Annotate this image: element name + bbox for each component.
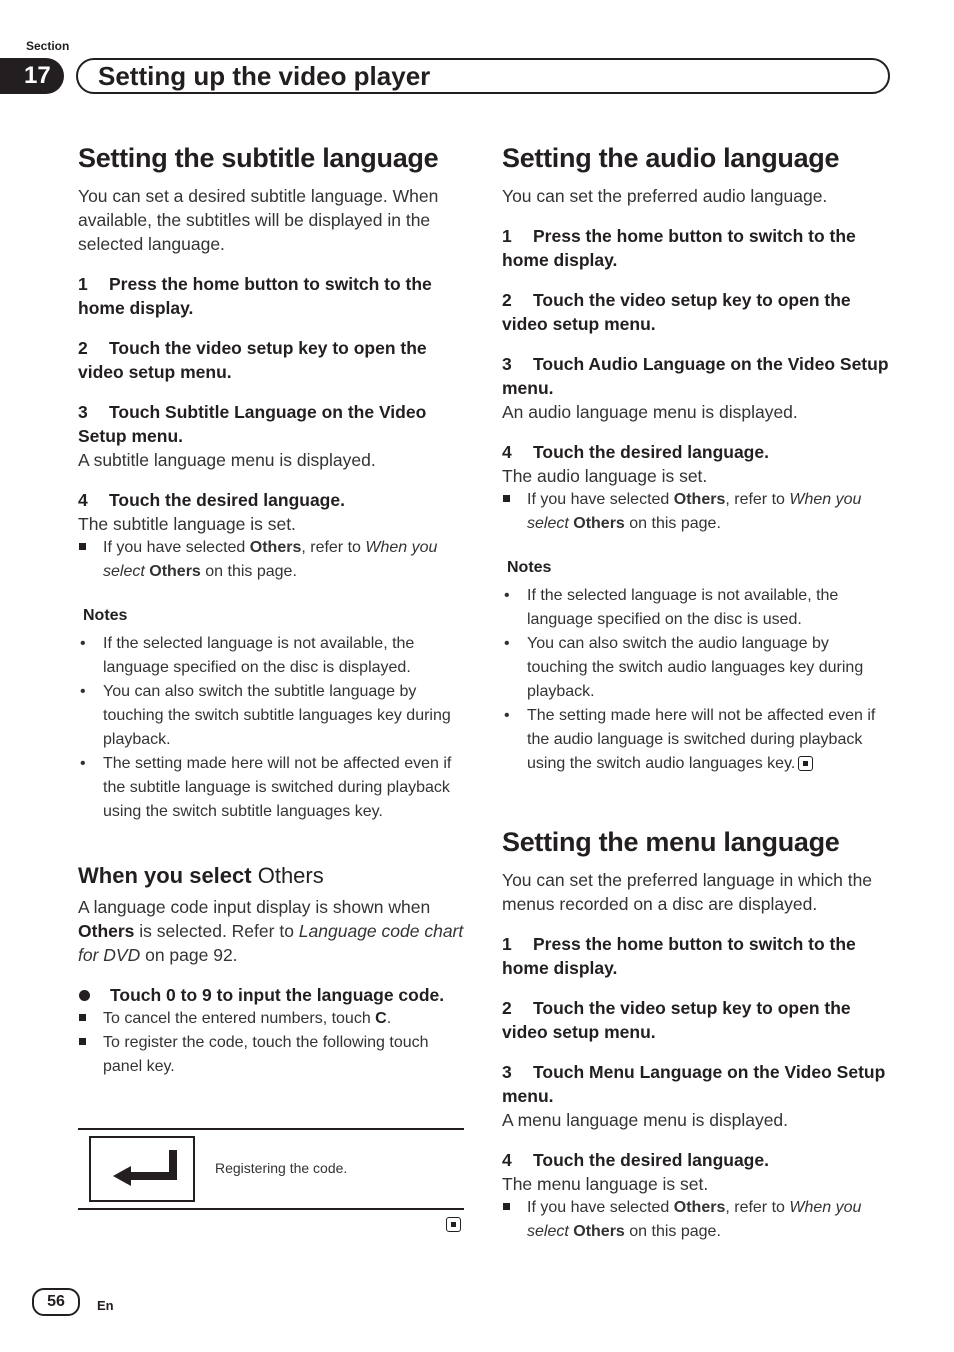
others-bullet-cancel [78, 1007, 466, 1031]
intro-text: is selected. Refer to [134, 921, 299, 941]
ref-bold: Others [573, 1223, 625, 1240]
ref-text: on this page. [200, 563, 297, 580]
ref-text: If you have selected [103, 539, 250, 556]
ref-italic: When you select [527, 491, 862, 532]
subtitle-step-4-result: The subtitle language is set. [78, 514, 296, 534]
audio-step-4 [502, 440, 890, 464]
step-text: Touch the desired language. [533, 1150, 769, 1170]
key-description: Registering the code. [215, 1160, 348, 1176]
square-bullet-icon [79, 1014, 86, 1021]
step-number: 4 [502, 1150, 512, 1170]
note-text: The setting made here will not be affected even if the audio language is switched during playback using the switch audio languages key. [527, 707, 876, 772]
others-step [78, 983, 466, 1007]
audio-step-3-result: An audio language menu is displayed. [502, 402, 798, 422]
enter-key-icon [91, 1138, 193, 1200]
note-item: • The setting made here will not be affected even if the subtitle language is switched during playback using the switch subtitle languages key. [78, 752, 466, 824]
ref-text: on this page. [624, 515, 721, 532]
note-item: • You can also switch the subtitle language by touching the switch subtitle languages key during playback. [78, 680, 466, 752]
step-text: Touch Subtitle Language on the Video Setup menu. [78, 402, 427, 446]
ref-italic: When you select [527, 1199, 862, 1240]
note-item: • If the selected language is not available, the language specified on the disc is displayed. [78, 632, 466, 680]
ref-text: If you have selected [527, 491, 674, 508]
note-item: • If the selected language is not available, the language specified on the disc is used. [502, 584, 890, 632]
menu-others-reference [502, 1196, 890, 1244]
bullet-text: To cancel the entered numbers, touch [103, 1010, 376, 1027]
audio-intro: You can set the preferred audio language. [502, 186, 828, 206]
subtitle-others-reference [78, 536, 466, 584]
intro-bold: Others [78, 921, 135, 941]
step-number: 2 [502, 290, 512, 310]
subtitle-intro: You can set a desired subtitle language. When available, the subtitles will be displayed in the selected language. [78, 186, 439, 254]
menu-intro: You can set the preferred language in which the menus recorded on a disc are displayed. [502, 870, 873, 914]
others-heading [78, 861, 466, 891]
audio-step-1 [502, 224, 890, 272]
step-text: Press the home button to switch to the home display. [502, 226, 856, 270]
menu-heading: Setting the menu language [502, 827, 840, 857]
ref-bold: Others [149, 563, 201, 580]
step-number: 2 [502, 998, 512, 1018]
step-text: Press the home button to switch to the home display. [78, 274, 432, 318]
intro-italic: Language code chart for DVD [78, 921, 464, 965]
subtitle-step-4 [78, 488, 466, 512]
step-number: 3 [78, 402, 88, 422]
subtitle-step-1 [78, 272, 466, 320]
menu-step-1 [502, 932, 890, 980]
audio-notes-title: Notes [507, 559, 552, 576]
subtitle-notes-list [78, 632, 466, 824]
step-text: Touch 0 to 9 to input the language code. [110, 985, 445, 1005]
menu-step-3 [502, 1060, 890, 1108]
step-number: 1 [502, 934, 512, 954]
square-bullet-icon [79, 1038, 86, 1045]
round-bullet-icon [79, 990, 90, 1001]
audio-notes-list [502, 584, 890, 776]
step-text: Touch Audio Language on the Video Setup menu. [502, 354, 889, 398]
section-title: Setting up the video player [98, 61, 431, 91]
step-text: Touch the video setup key to open the video setup menu. [78, 338, 427, 382]
audio-others-reference [502, 488, 890, 536]
step-text: Touch the desired language. [533, 442, 769, 462]
others-heading-bold: When you select [78, 863, 258, 888]
ref-text: , refer to [301, 539, 366, 556]
end-of-section-icon [446, 1216, 461, 1234]
step-text: Touch the desired language. [109, 490, 345, 510]
subtitle-step-3-result: A subtitle language menu is displayed. [78, 450, 376, 470]
end-of-section-icon [798, 756, 813, 771]
ref-bold: Others [673, 1199, 726, 1216]
subtitle-heading: Setting the subtitle language [78, 143, 439, 173]
note-item: • You can also switch the audio language by touching the switch audio languages key during playback. [502, 632, 890, 704]
menu-step-4 [502, 1148, 890, 1172]
step-number: 3 [502, 354, 512, 374]
subtitle-step-3 [78, 400, 466, 448]
others-bullet-register [78, 1031, 466, 1079]
ref-text: , refer to [725, 1199, 790, 1216]
square-bullet-icon [503, 1203, 510, 1210]
page-number: 56 [32, 1288, 80, 1316]
step-number: 4 [78, 490, 88, 510]
audio-step-2 [502, 288, 890, 336]
others-heading-rest: Others [257, 863, 324, 888]
right-column [502, 140, 890, 1244]
step-text: Press the home button to switch to the home display. [502, 934, 856, 978]
ref-italic: When you select [103, 539, 438, 580]
others-intro [78, 895, 466, 967]
intro-text: on page 92. [140, 945, 238, 965]
menu-step-3-result: A menu language menu is displayed. [502, 1110, 789, 1130]
ref-bold: Others [573, 515, 625, 532]
bullet-text: To register the code, touch the following touch panel key. [103, 1034, 429, 1075]
step-text: Touch the video setup key to open the video setup menu. [502, 998, 851, 1042]
left-column [78, 140, 466, 1079]
enter-key-box [89, 1136, 195, 1202]
step-number: 1 [78, 274, 88, 294]
step-number: 3 [502, 1062, 512, 1082]
menu-step-4-result: The menu language is set. [502, 1174, 709, 1194]
ref-bold: Others [249, 539, 302, 556]
intro-text: A language code input display is shown when [78, 897, 431, 917]
step-text: Touch the video setup key to open the video setup menu. [502, 290, 851, 334]
section-number-badge: 17 [0, 58, 64, 94]
subtitle-step-2 [78, 336, 466, 384]
step-number: 2 [78, 338, 88, 358]
ref-bold: Others [673, 491, 726, 508]
menu-step-2 [502, 996, 890, 1044]
audio-step-4-result: The audio language is set. [502, 466, 708, 486]
ref-text: If you have selected [527, 1199, 674, 1216]
note-item [502, 704, 890, 776]
bullet-text: . [386, 1010, 392, 1027]
step-number: 4 [502, 442, 512, 462]
touch-key-table [78, 1128, 464, 1210]
subtitle-notes-title: Notes [83, 607, 128, 624]
square-bullet-icon [79, 543, 86, 550]
step-number: 1 [502, 226, 512, 246]
square-bullet-icon [503, 495, 510, 502]
ref-text: on this page. [624, 1223, 721, 1240]
step-text: Touch Menu Language on the Video Setup menu. [502, 1062, 886, 1106]
audio-heading: Setting the audio language [502, 143, 840, 173]
audio-step-3 [502, 352, 890, 400]
language-code: En [97, 1298, 114, 1313]
ref-text: , refer to [725, 491, 790, 508]
bullet-bold: C [375, 1010, 387, 1027]
section-label: Section [26, 39, 70, 53]
